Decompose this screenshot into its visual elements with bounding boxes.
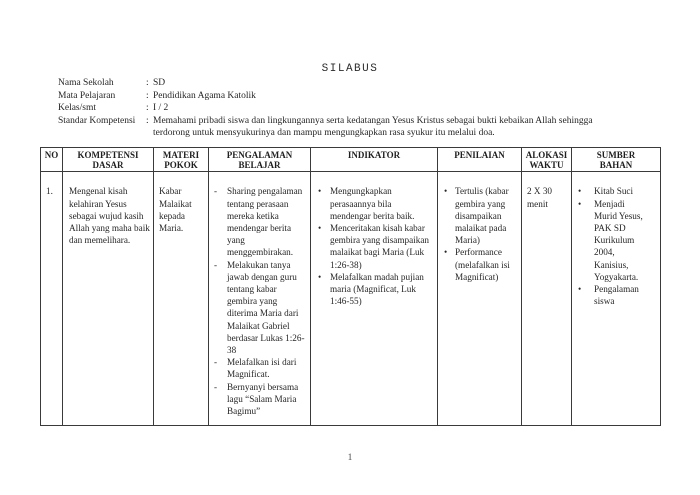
table-row bbox=[41, 172, 661, 426]
dash-marker: - bbox=[214, 357, 218, 368]
list-item bbox=[578, 283, 648, 307]
cell-alokasi-waktu: 2 X 30 menit bbox=[522, 172, 572, 426]
info-value-line: Memahami pribadi siswa dan lingkungannya serta kedatangan Yesus Kristus sebagai bukti kebaikan Allah sehingga bbox=[153, 115, 593, 126]
list-item-text: Tertulis (kabar gembira yang disampaikan malaikat pada Maria) bbox=[455, 186, 509, 246]
info-colon: : bbox=[146, 90, 149, 101]
table-header bbox=[41, 148, 661, 172]
column-header-line: MATERI bbox=[162, 150, 200, 160]
page-number: 1 bbox=[347, 453, 353, 463]
list-item-text: Kitab Suci bbox=[594, 186, 634, 197]
info-label: Kelas/smt bbox=[58, 103, 96, 114]
cell-penilaian bbox=[438, 172, 522, 426]
list-item bbox=[444, 246, 516, 283]
column-header-line: NO bbox=[44, 150, 59, 160]
dash-marker: - bbox=[214, 186, 218, 197]
info-colon: : bbox=[146, 115, 149, 126]
list-item bbox=[214, 356, 307, 380]
column-header-pengalaman-belajar bbox=[209, 148, 311, 172]
list-item-text: Melafalkan isi dari Magnificat. bbox=[227, 357, 297, 380]
info-row-mata-pelajaran bbox=[58, 90, 593, 103]
silabus-table bbox=[40, 147, 661, 426]
list-item bbox=[214, 259, 307, 357]
column-header-line: INDIKATOR bbox=[347, 150, 401, 160]
table-body bbox=[41, 172, 661, 426]
column-header-line: POKOK bbox=[164, 160, 198, 171]
bullet-marker: • bbox=[444, 247, 448, 258]
info-value-multiline bbox=[153, 115, 593, 140]
list-item-text: Bernyanyi bersama lagu “Salam Maria Bagimu” bbox=[227, 381, 299, 417]
cell-pengalaman-belajar bbox=[209, 172, 311, 426]
column-header-sumber-bahan bbox=[572, 148, 661, 172]
column-header-indikator bbox=[311, 148, 438, 172]
list-item-text: Sharing pengalaman tentang perasaan mereka ketika mendengar berita yang menggembirakan. bbox=[227, 186, 303, 258]
info-value-line: terdorong untuk mensyukurinya dan mampu mengungkapkan rasa syukur itu melalui doa. bbox=[153, 128, 495, 139]
bullet-marker: • bbox=[318, 223, 322, 234]
dash-marker: - bbox=[214, 381, 218, 392]
cell-no: 1. bbox=[41, 172, 63, 426]
list-item bbox=[214, 381, 307, 418]
column-header-line: PENILAIAN bbox=[454, 150, 505, 160]
list-item-text: Menceritakan kisah kabar gembira yang disampaikan malaikat bagi Maria (Luk 1:26-38) bbox=[330, 223, 429, 270]
bullet-marker: • bbox=[578, 284, 582, 295]
column-header-materi-pokok bbox=[154, 148, 209, 172]
column-header-line: DASAR bbox=[92, 160, 124, 171]
list-item bbox=[214, 185, 307, 258]
cell-kompetensi-dasar: Mengenal kisah kelahiran Yesus sebagai wujud kasih Allah yang maha baik dan memelihara. bbox=[63, 172, 154, 426]
column-header-no bbox=[41, 148, 63, 172]
column-header-alokasi-waktu bbox=[522, 148, 572, 172]
header-info-block bbox=[58, 77, 593, 140]
list-item bbox=[578, 198, 648, 283]
bullet-marker: • bbox=[318, 186, 322, 197]
info-row-standar-kompetensi bbox=[58, 115, 593, 140]
info-label: Nama Sekolah bbox=[58, 78, 114, 88]
list-item-text: Mengungkapkan perasaannya bila mendengar berita baik. bbox=[330, 186, 415, 221]
info-colon: : bbox=[146, 103, 149, 114]
list-item bbox=[444, 185, 516, 246]
info-value: Pendidikan Agama Katolik bbox=[153, 90, 256, 101]
list-item-text: Melafalkan madah pujian maria (Magnificat, Luk 1:46-55) bbox=[330, 271, 424, 307]
column-header-line: PENGALAMAN bbox=[226, 150, 293, 160]
column-header-kompetensi-dasar bbox=[63, 148, 154, 172]
column-header-line: KOMPETENSI bbox=[77, 150, 139, 160]
cell-sumber-bahan bbox=[572, 172, 661, 426]
list-item-text: Menjadi Murid Yesus, PAK SD Kurikulum 2004, Kanisius, Yogyakarta. bbox=[594, 198, 643, 282]
list-item-text: Pengalaman siswa bbox=[594, 284, 639, 307]
info-value: SD bbox=[153, 78, 166, 88]
list-item bbox=[578, 185, 648, 197]
column-header-line: BELAJAR bbox=[238, 160, 281, 171]
document-title: SILABUS bbox=[321, 63, 379, 75]
bullet-marker: • bbox=[318, 271, 322, 282]
info-label: Mata Pelajaran bbox=[58, 90, 116, 101]
column-header-line: BAHAN bbox=[599, 160, 633, 171]
column-header-line: SUMBER bbox=[596, 150, 636, 160]
column-header-line: WAKTU bbox=[529, 160, 564, 171]
bullet-marker: • bbox=[444, 186, 448, 197]
list-item-text: Melakukan tanya jawab dengan guru tentang kabar gembira yang diterima Maria dari Malaikat Gabriel berdasar Lukas 1:26-38 bbox=[227, 259, 305, 356]
info-colon: : bbox=[146, 78, 149, 88]
bullet-marker: • bbox=[578, 186, 582, 197]
bullet-marker: • bbox=[578, 198, 582, 209]
info-value: I / 2 bbox=[153, 103, 169, 114]
list-item bbox=[318, 185, 429, 222]
info-label: Standar Kompetensi bbox=[58, 115, 136, 126]
cell-materi-pokok: Kabar Malaikat kepada Maria. bbox=[154, 172, 209, 426]
cell-indikator bbox=[311, 172, 438, 426]
list-item-text: Performance (melafalkan isi Magnificat) bbox=[455, 247, 510, 282]
list-item bbox=[318, 222, 429, 271]
info-row-nama-sekolah bbox=[58, 77, 593, 90]
column-header-penilaian bbox=[438, 148, 522, 172]
list-item bbox=[318, 271, 429, 308]
info-row-kelas-smt bbox=[58, 102, 593, 115]
column-header-line: ALOKASI bbox=[525, 150, 568, 160]
dash-marker: - bbox=[214, 259, 218, 270]
